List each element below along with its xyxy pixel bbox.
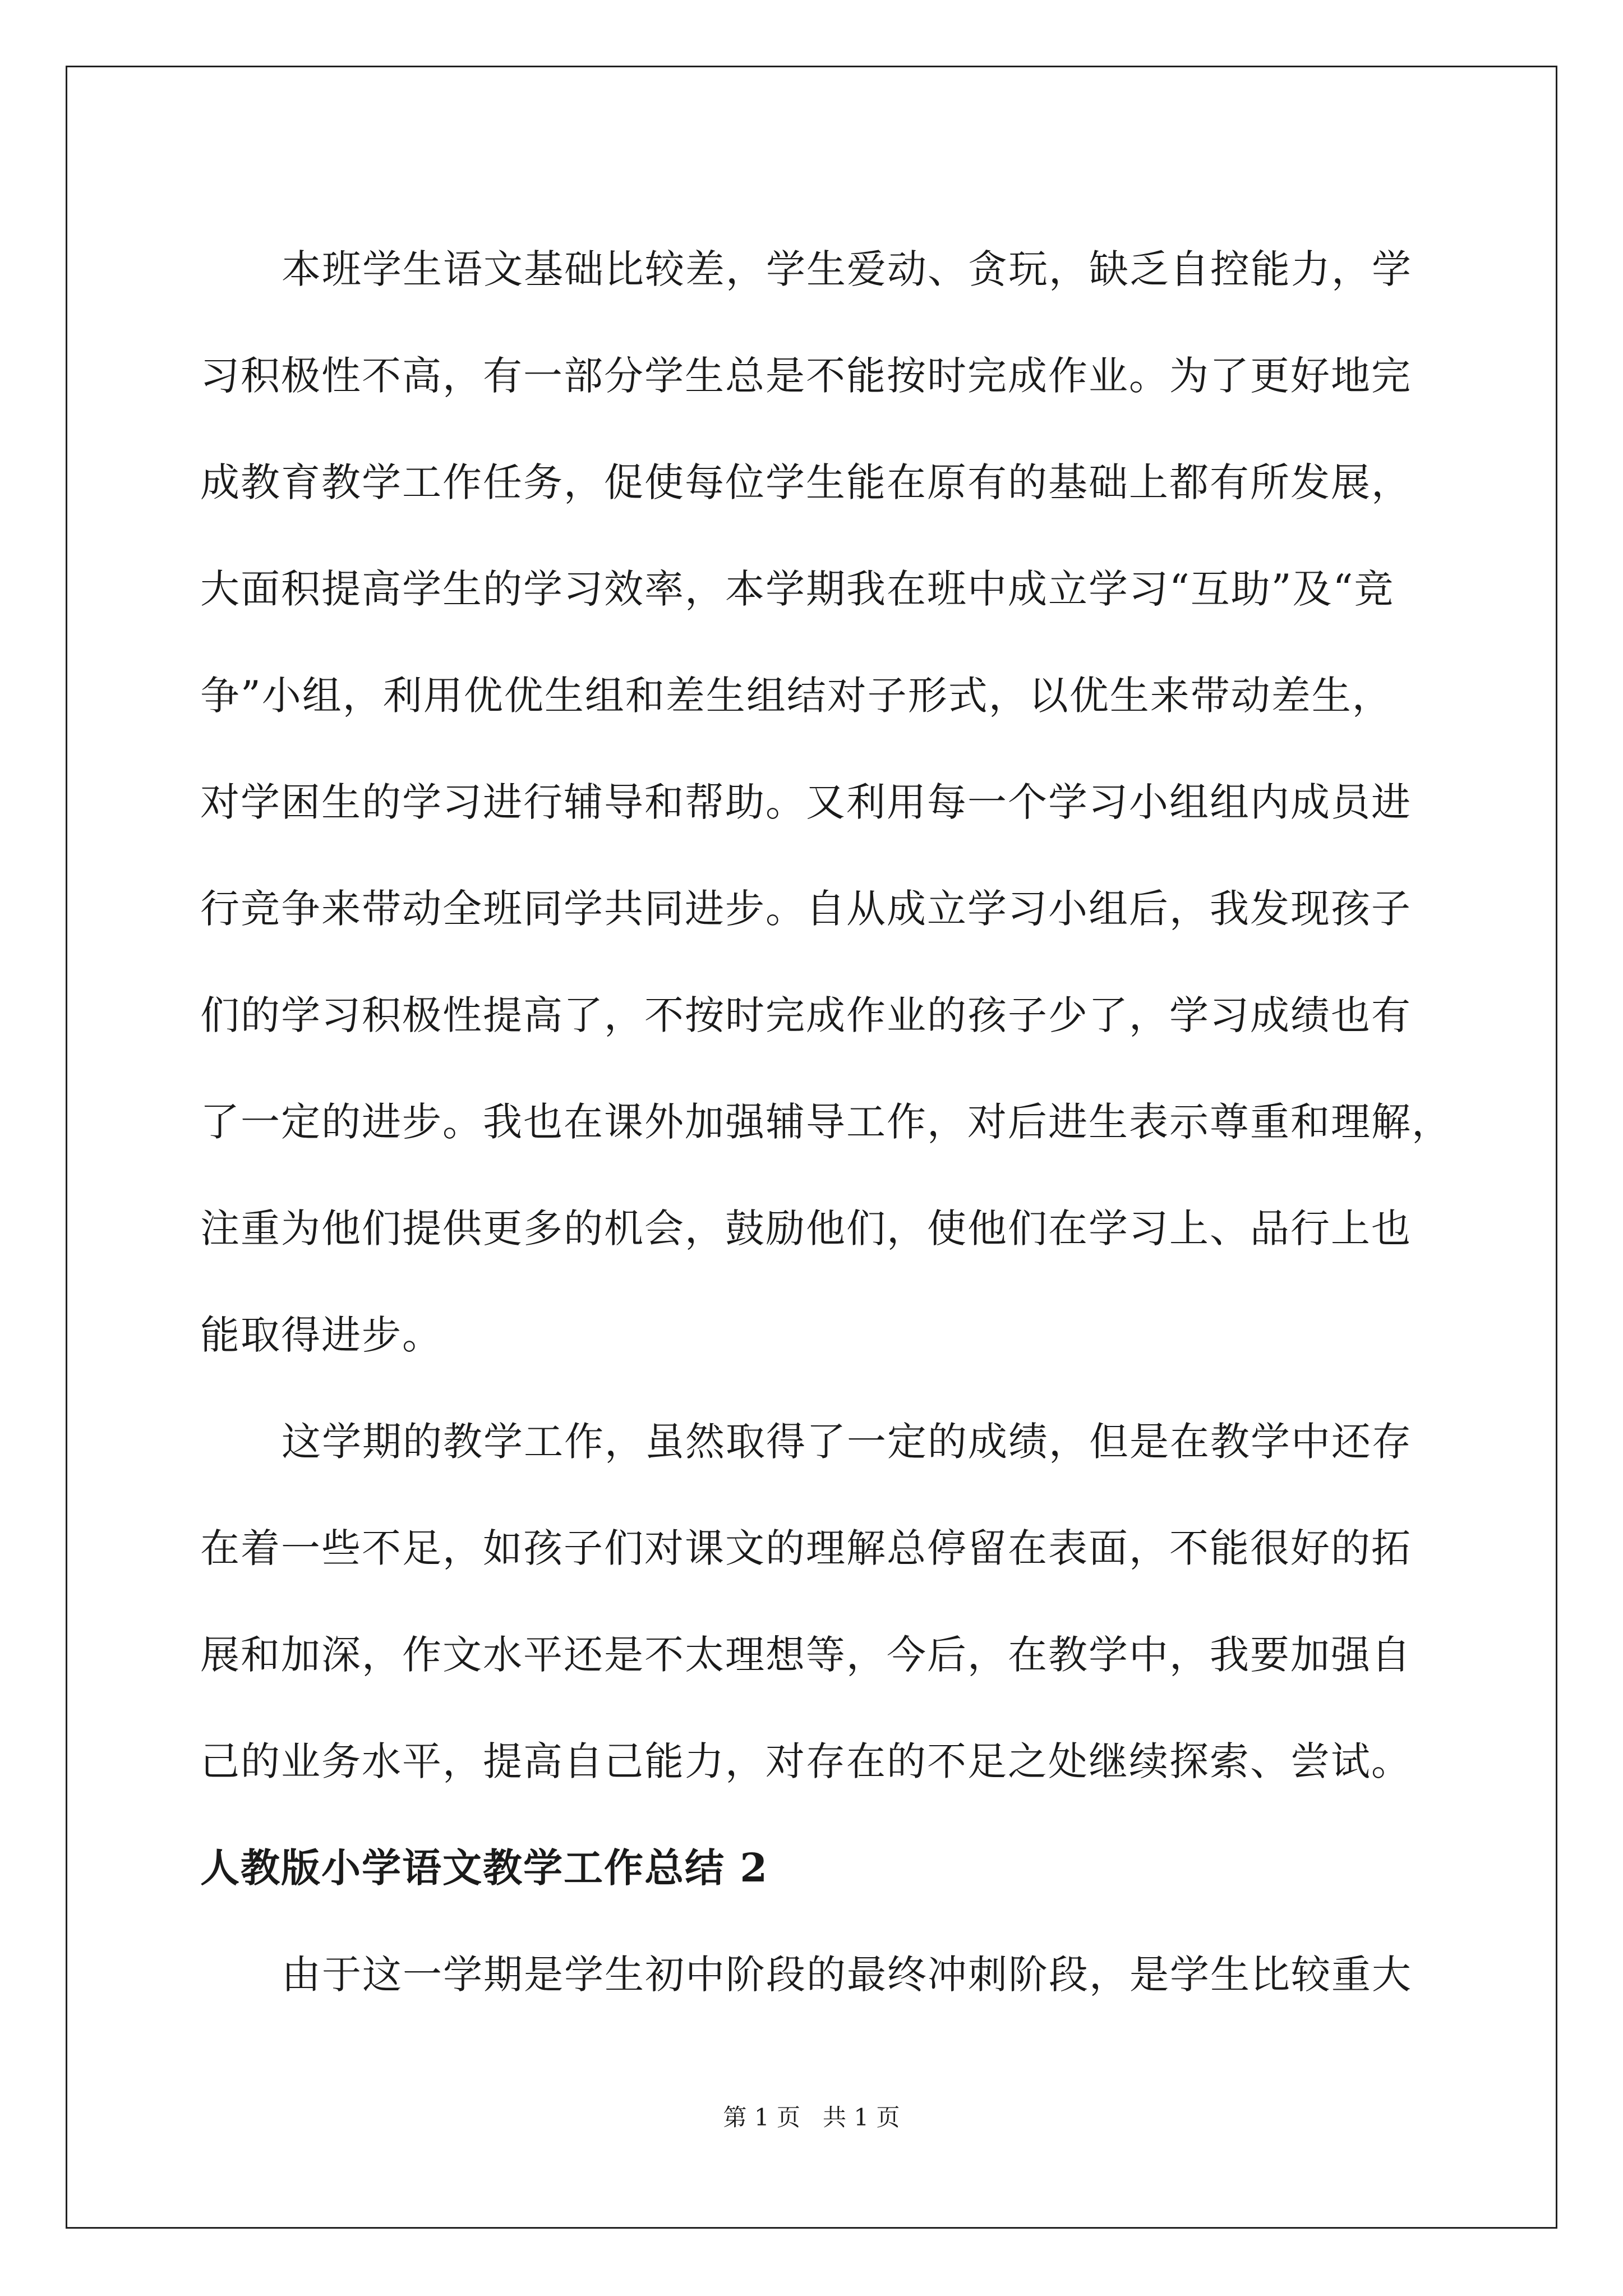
paragraph-1 bbox=[200, 216, 1452, 1388]
page-footer bbox=[0, 2101, 1623, 2134]
paragraph bbox=[200, 216, 1452, 1388]
document-body bbox=[200, 216, 1452, 2028]
text-line: 习积极性不高，有一部分学生总是不能按时完成作业。为了更好地完 bbox=[200, 353, 1412, 399]
section-heading: 人教版小学语文教学工作总结 2 bbox=[200, 1844, 769, 1891]
text-line: 己的业务水平，提高自己能力，对存在的不足之处继续探索、尝试。 bbox=[200, 1738, 1412, 1784]
text-line: 大面积提高学生的学习效率，本学期我在班中成立学习“互助”及“竞 bbox=[200, 566, 1395, 612]
paragraph-2 bbox=[200, 1388, 1423, 1815]
paragraph-3 bbox=[200, 1921, 1423, 2028]
page-total: 共 1 页 bbox=[823, 2104, 900, 2131]
text-line: 由于这一学期是学生初中阶段的最终冲刺阶段，是学生比较重大 bbox=[282, 1952, 1412, 1998]
text-line: 们的学习积极性提高了，不按时完成作业的孩子少了，学习成绩也有 bbox=[200, 992, 1412, 1038]
paragraph bbox=[200, 1388, 1423, 1815]
paragraph bbox=[200, 1921, 1423, 2028]
text-line: 这学期的教学工作，虽然取得了一定的成绩，但是在教学中还存 bbox=[282, 1419, 1412, 1465]
text-line: 争”小组，利用优优生组和差生组结对子形式，以优生来带动差生， bbox=[200, 673, 1393, 719]
text-line: 本班学生语文基础比较差，学生爱动、贪玩，缺乏自控能力，学 bbox=[282, 246, 1412, 292]
text-line: 在着一些不足，如孩子们对课文的理解总停留在表面，不能很好的拓 bbox=[200, 1525, 1412, 1571]
text-line: 对学困生的学习进行辅导和帮助。又利用每一个学习小组组内成员进 bbox=[200, 779, 1412, 825]
page-number: 第 1 页 bbox=[723, 2104, 800, 2131]
text-line: 能取得进步。 bbox=[200, 1312, 442, 1358]
text-line: 了一定的进步。我也在课外加强辅导工作，对后进生表示尊重和理解， bbox=[200, 1099, 1452, 1145]
text-line: 展和加深，作文水平还是不太理想等，今后，在教学中，我要加强自 bbox=[200, 1632, 1412, 1678]
text-line: 成教育教学工作任务，促使每位学生能在原有的基础上都有所发展， bbox=[200, 459, 1412, 505]
text-line: 行竞争来带动全班同学共同进步。自从成立学习小组后，我发现孩子 bbox=[200, 886, 1412, 932]
text-line: 注重为他们提供更多的机会，鼓励他们，使他们在学习上、品行上也 bbox=[200, 1205, 1412, 1251]
